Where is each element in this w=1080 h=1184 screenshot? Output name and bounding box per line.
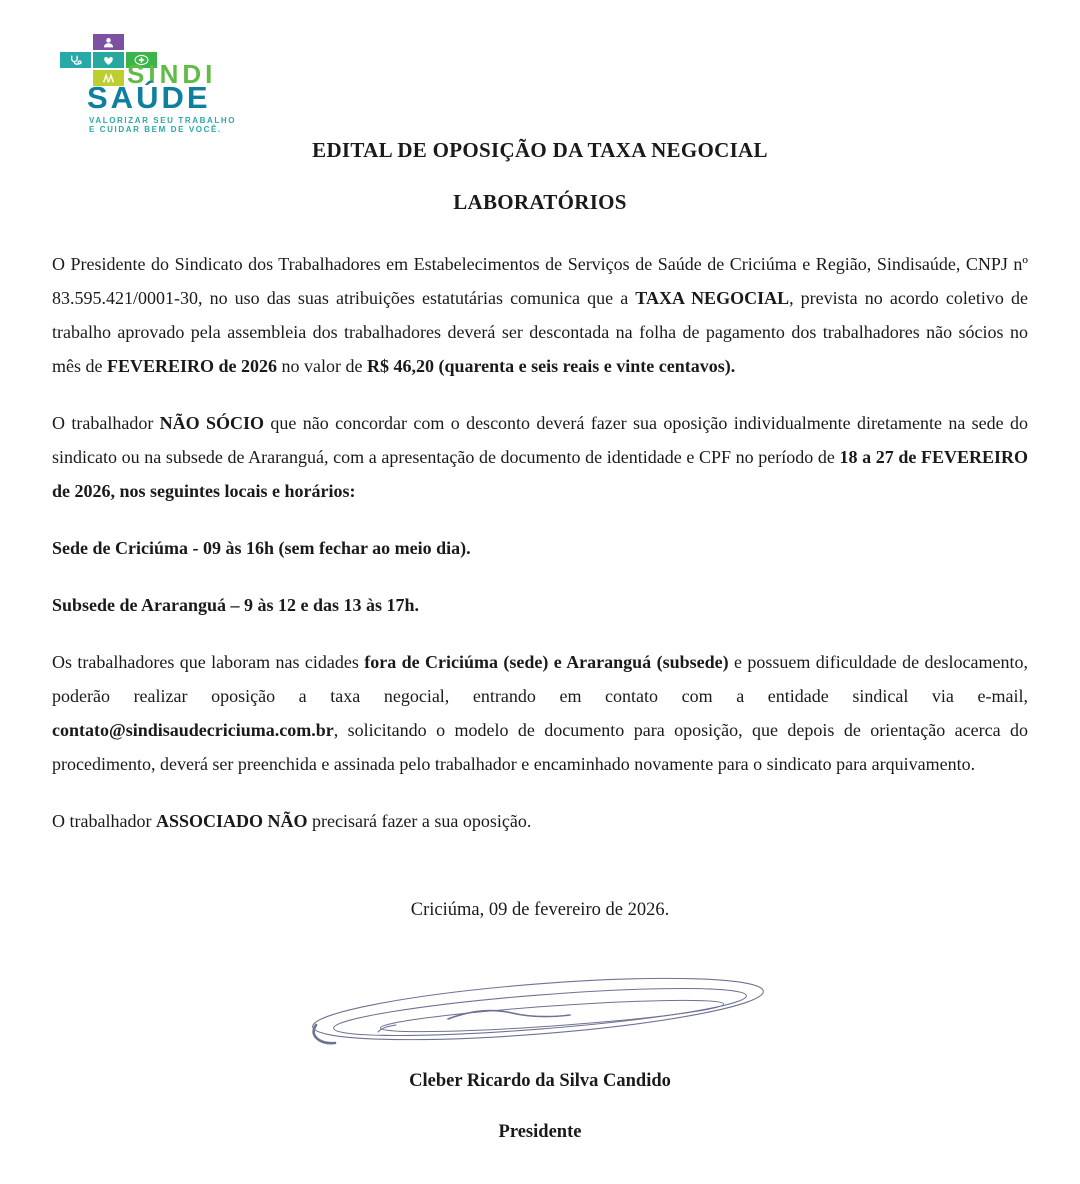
text-segment: R$ 46,20 (quarenta e seis reais e vinte centavos). — [366, 356, 736, 376]
text-segment: O trabalhador — [52, 413, 160, 433]
text-segment: TAXA NEGOCIAL — [635, 288, 790, 308]
person-icon — [102, 36, 115, 49]
document-title: EDITAL DE OPOSIÇÃO DA TAXA NEGOCIAL — [312, 138, 768, 162]
text-segment: O trabalhador — [52, 811, 156, 831]
text-segment: FEVEREIRO de 2026 — [106, 356, 277, 376]
logo-tagline-line2: E CUIDAR BEM DE VOCÊ. — [89, 125, 222, 134]
text-segment: no valor de — [277, 356, 367, 376]
sindisaude-logo — [60, 28, 310, 138]
logo-wordmark-saude: SAÚDE — [87, 80, 211, 115]
text-segment: Subsede de Araranguá – 9 às 12 e das 13 às 17h. — [52, 595, 420, 615]
logo-square-purple — [93, 34, 124, 50]
text-segment: NÃO SÓCIO — [159, 413, 265, 433]
signatory-role: Presidente — [498, 1122, 582, 1142]
text-segment: 18 a 27 de FEVEREIRO de 2026, nos seguintes locais e horários: — [52, 447, 1029, 501]
logo-square-teal-center — [93, 52, 124, 68]
text-segment: , prevista no acordo coletivo de trabalho aprovado pela assembleia dos trabalhadores deverá ser descontada na folha de pagamento dos trabalhadores não sócios no mês de — [52, 288, 1028, 376]
logo-tagline-line1: VALORIZAR SEU TRABALHO — [89, 116, 237, 125]
text-segment: Os trabalhadores que laboram nas cidades — [52, 652, 365, 672]
document-paragraphs — [52, 247, 1028, 838]
text-segment: fora de Criciúma (sede) e Araranguá (subsede) — [364, 652, 729, 672]
paragraph-sede-hours — [52, 531, 1028, 565]
paragraph-associado — [52, 804, 1028, 838]
text-segment: O Presidente do Sindicato dos Trabalhadores em Estabelecimentos de Serviços de Saúde de Criciúma e Região, Sindisaúde, CNPJ nº 83.595.421/0001-30, no uso das suas atribuições estatutárias comunica que a — [52, 254, 1028, 308]
text-segment: que não concordar com o desconto deverá fazer sua oposição individualmente diretamente na sede do sindicato ou na subsede de Araranguá, com a apresentação de documento de identidade e CPF no período de — [52, 413, 1029, 467]
stethoscope-icon — [69, 54, 82, 67]
text-segment: e possuem dificuldade de deslocamento, poderão realizar oposição a taxa negocial, entrando em contato com a entidade sindical via e-mail, — [52, 652, 1028, 706]
signatory-name: Cleber Ricardo da Silva Candido — [409, 1071, 671, 1091]
paragraph-opposition-rules — [52, 406, 1028, 508]
heart-hands-icon — [102, 54, 115, 67]
email-address: contato@sindisaudecriciuma.com.br — [52, 720, 334, 740]
signature-scribble — [300, 963, 780, 1063]
date-line: Criciúma, 09 de fevereiro de 2026. — [410, 900, 670, 920]
paragraph-remote-workers — [52, 645, 1028, 781]
signature-block — [52, 963, 1028, 1143]
logo-wordmark-sindi: SINDI — [127, 59, 217, 89]
document-subtitle: LABORATÓRIOS — [453, 190, 627, 214]
paragraph-intro — [52, 247, 1028, 383]
text-segment: Sede de Criciúma - 09 às 16h (sem fechar ao meio dia). — [52, 538, 471, 558]
text-segment: precisará fazer a sua oposição. — [307, 811, 532, 831]
logo-tagline — [89, 116, 236, 134]
document-content — [0, 138, 1080, 1143]
logo-square-teal-left — [60, 52, 91, 68]
text-segment: ASSOCIADO NÃO — [155, 811, 308, 831]
text-segment: , solicitando o modelo de documento para oposição, que depois de orientação acerca do procedimento, deverá ser preenchida e assinada pelo trabalhador e encaminhado novamente para o sindicato para arquivamento. — [52, 720, 1028, 774]
paragraph-subsede-hours — [52, 588, 1028, 622]
